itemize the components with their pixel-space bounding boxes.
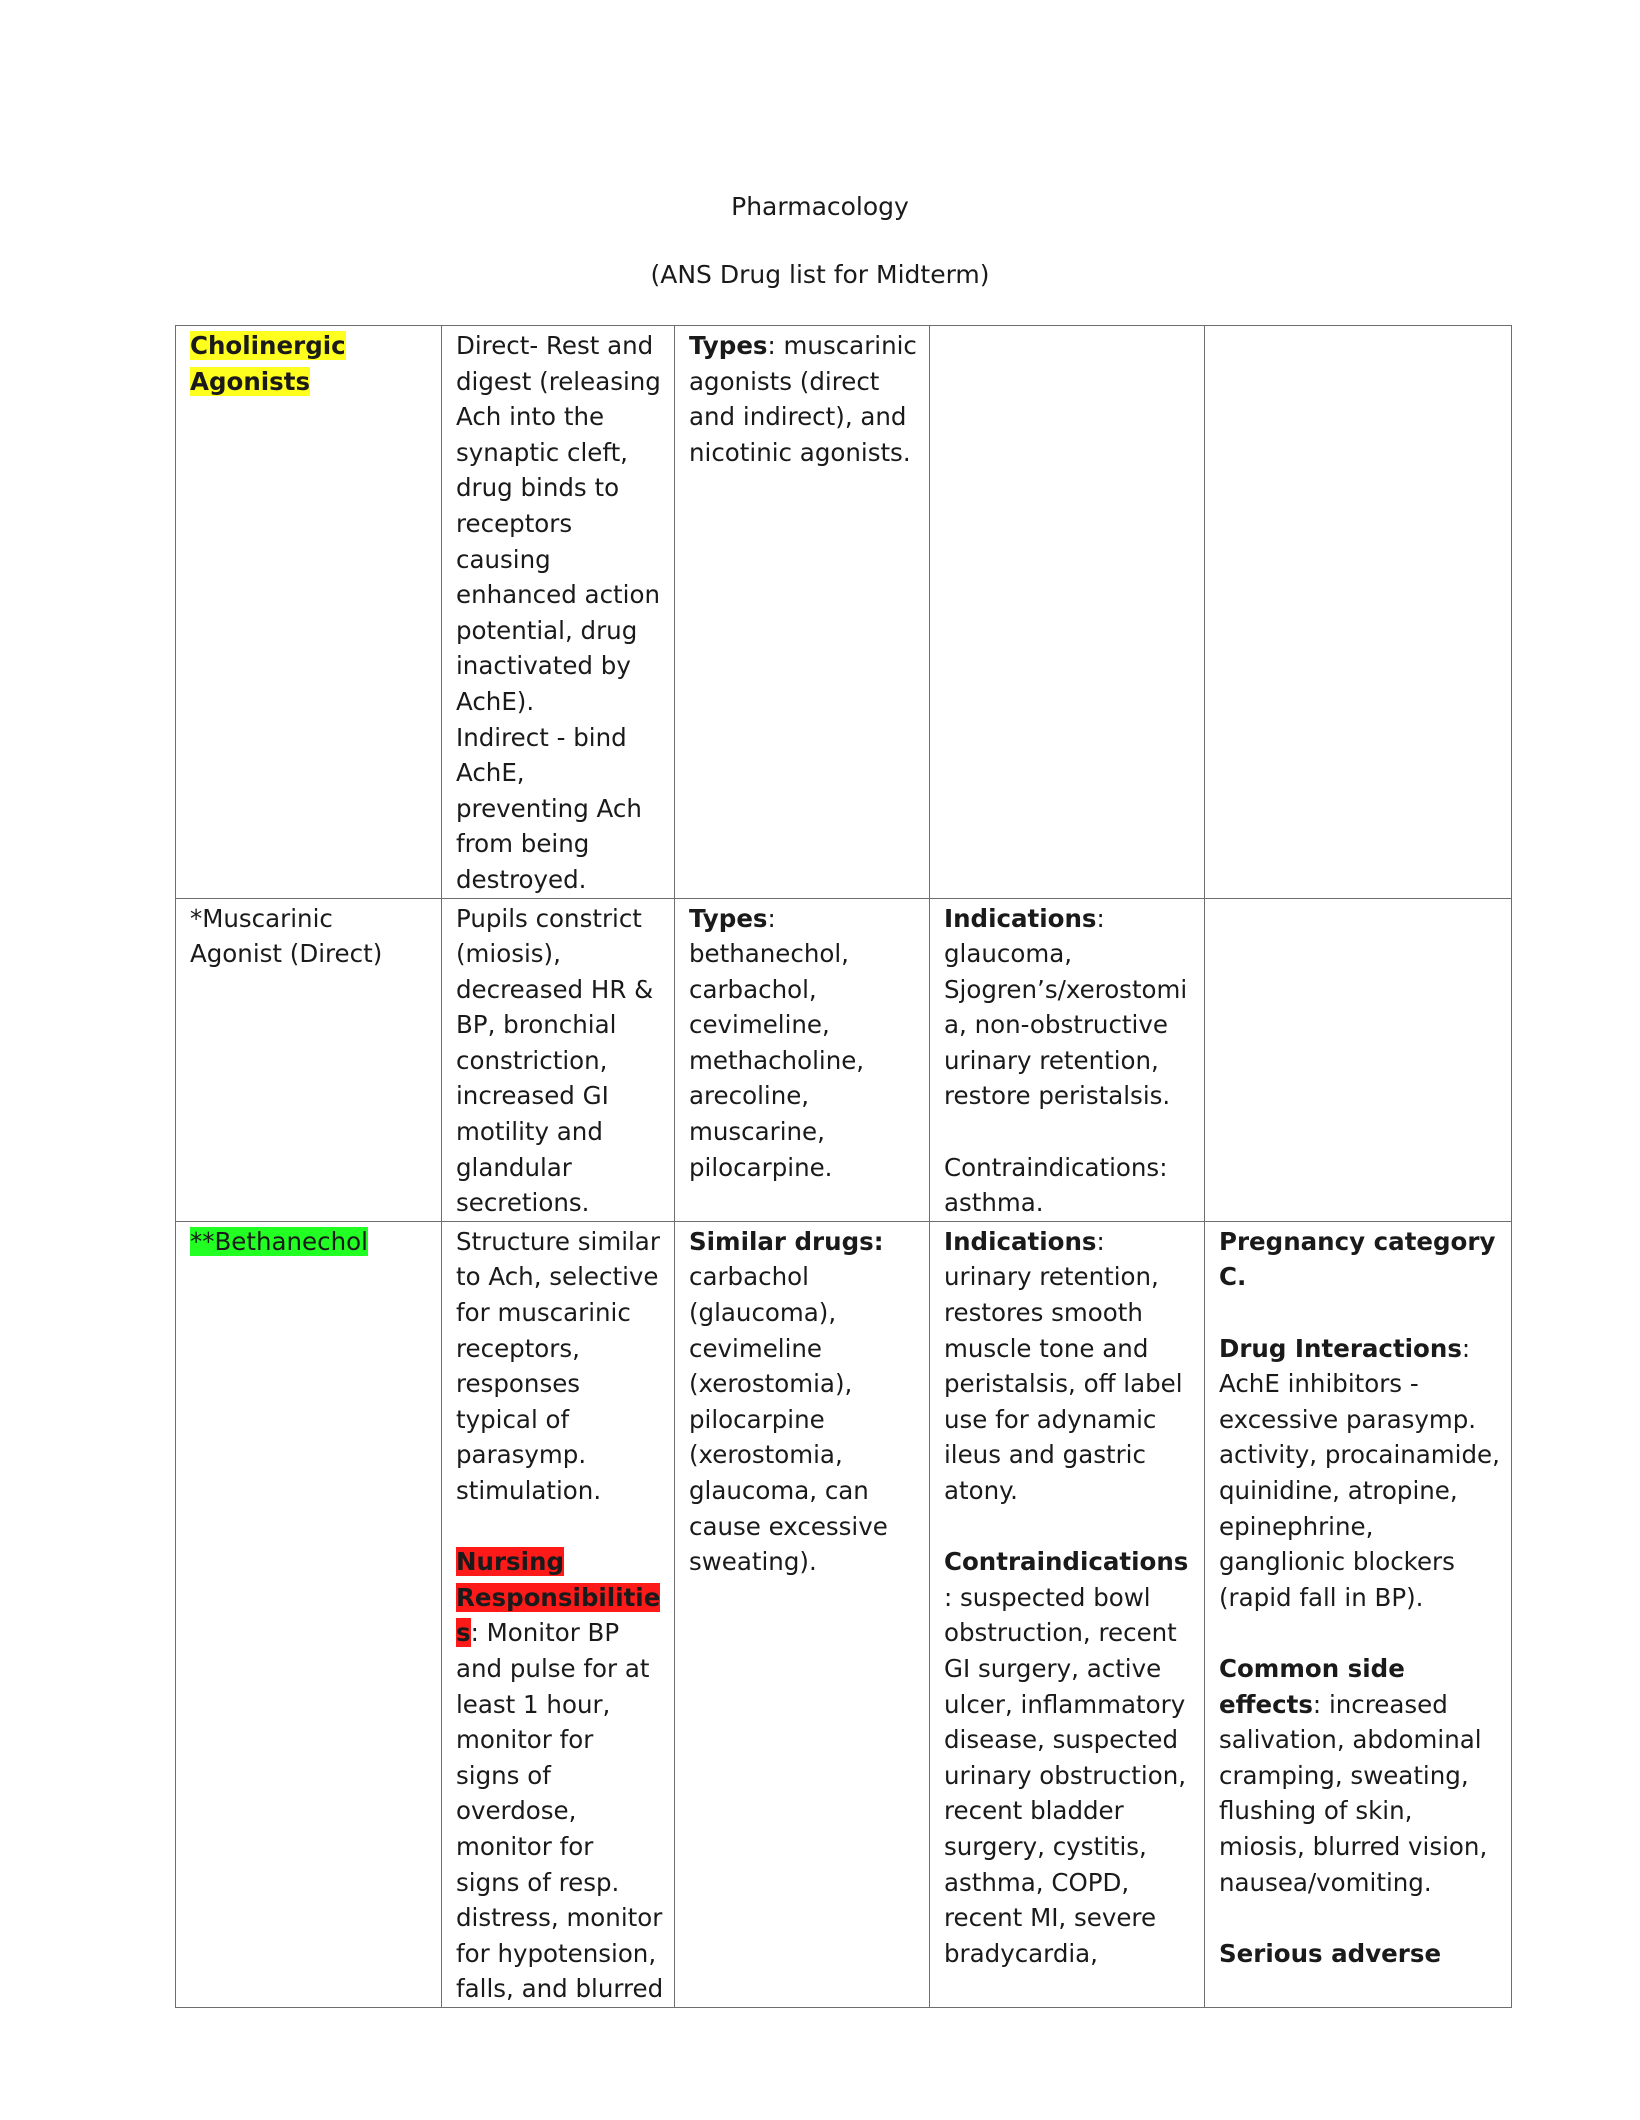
empty-cell bbox=[1205, 898, 1512, 1221]
similar-text: carbachol (glaucoma), cevimeline (xerostomia), pilocarpine (xerostomia, glaucoma, can cause excessive sweating). bbox=[689, 1262, 888, 1577]
mechanism-indirect: Indirect - bind AchE, preventing Ach from being destroyed. bbox=[456, 722, 642, 894]
types-label: Types bbox=[689, 331, 768, 360]
nursing-label: Nursing Responsibilities bbox=[456, 1547, 661, 1648]
mechanism-direct: Direct- Rest and digest (releasing Ach into the synaptic cleft, drug binds to receptors causing enhanced action potential, drug inactivated by AchE). bbox=[456, 331, 661, 716]
document-title: Pharmacology bbox=[731, 192, 909, 221]
pregnancy-interactions-cell bbox=[1205, 1221, 1512, 2007]
structure-cell bbox=[442, 1221, 675, 2007]
drug-class-name: Cholinergic Agonists bbox=[190, 331, 346, 396]
indications-cell bbox=[930, 898, 1205, 1221]
effects-text: Pupils constrict (miosis), decreased HR & BP, bronchial constriction, increased GI motility and glandular secretions. bbox=[456, 903, 654, 1218]
drug-name: **Bethanechol bbox=[190, 1226, 368, 1256]
structure-text: Structure similar to Ach, selective for muscarinic receptors, responses typical of parasymp. stimulation. bbox=[456, 1226, 660, 1505]
similar-drugs-cell bbox=[675, 1221, 930, 2007]
adverse-effects-label: Serious adverse bbox=[1219, 1938, 1442, 1968]
effects-cell bbox=[442, 898, 675, 1221]
types-text: : muscarinic agonists (direct and indirect), and nicotinic agonists. bbox=[689, 331, 917, 467]
indications-text: : urinary retention, restores smooth muscle tone and peristalsis, off label use for adynamic ileus and gastric atony. bbox=[944, 1226, 1183, 1505]
side-effects-text: : increased salivation, abdominal cramping, sweating, flushing of skin, miosis, blurred vision, nausea/vomiting. bbox=[1219, 1689, 1488, 1897]
pregnancy-category: Pregnancy category C. bbox=[1219, 1226, 1496, 1292]
drug-class-cell bbox=[176, 326, 442, 899]
table-row bbox=[176, 898, 1512, 1221]
indications-label: Indications bbox=[944, 903, 1097, 933]
document-subtitle: (ANS Drug list for Midterm) bbox=[650, 260, 990, 289]
types-label: Types bbox=[689, 903, 768, 933]
drug-class-cell bbox=[176, 898, 442, 1221]
empty-cell bbox=[1205, 326, 1512, 899]
types-cell bbox=[675, 898, 930, 1221]
table-row bbox=[176, 326, 1512, 899]
indications-cell bbox=[930, 1221, 1205, 2007]
nursing-text: : Monitor BP and pulse for at least 1 hour, monitor for signs of overdose, monitor for signs of resp. distress, monitor for hypotension, falls, and blurred bbox=[456, 1618, 664, 2004]
drug-name-cell bbox=[176, 1221, 442, 2007]
empty-cell bbox=[930, 326, 1205, 899]
contraindications-text: Contraindications: asthma. bbox=[944, 1152, 1168, 1218]
contraindications-label: Contraindications bbox=[944, 1547, 1189, 1577]
similar-label: Similar drugs: bbox=[689, 1226, 884, 1256]
indications-label: Indications bbox=[944, 1226, 1097, 1256]
side-effects-label: Common side effects bbox=[1219, 1653, 1405, 1719]
types-text: : bethanechol, carbachol, cevimeline, methacholine, arecoline, muscarine, pilocarpine. bbox=[689, 903, 865, 1182]
drug-class-name: *Muscarinic Agonist (Direct) bbox=[190, 903, 383, 969]
interactions-label: Drug Interactions bbox=[1219, 1333, 1462, 1363]
table-row bbox=[176, 1221, 1512, 2007]
interactions-text: : AchE inhibitors - excessive parasymp. activity, procainamide, quinidine, atropine, epinephrine, ganglionic blockers (rapid fall in BP). bbox=[1219, 1333, 1500, 1612]
drug-table bbox=[175, 325, 1512, 2008]
indications-text: : glaucoma, Sjogren’s/xerostomia, non-obstructive urinary retention, restore peristalsis. bbox=[944, 903, 1188, 1111]
contraindications-text: : suspected bowl obstruction, recent GI surgery, active ulcer, inflammatory disease, suspected urinary obstruction, recent bladder surgery, cystitis, asthma, COPD, recent MI, severe bradycardia, bbox=[944, 1582, 1187, 1968]
mechanism-cell bbox=[442, 326, 675, 899]
types-cell bbox=[675, 326, 930, 899]
